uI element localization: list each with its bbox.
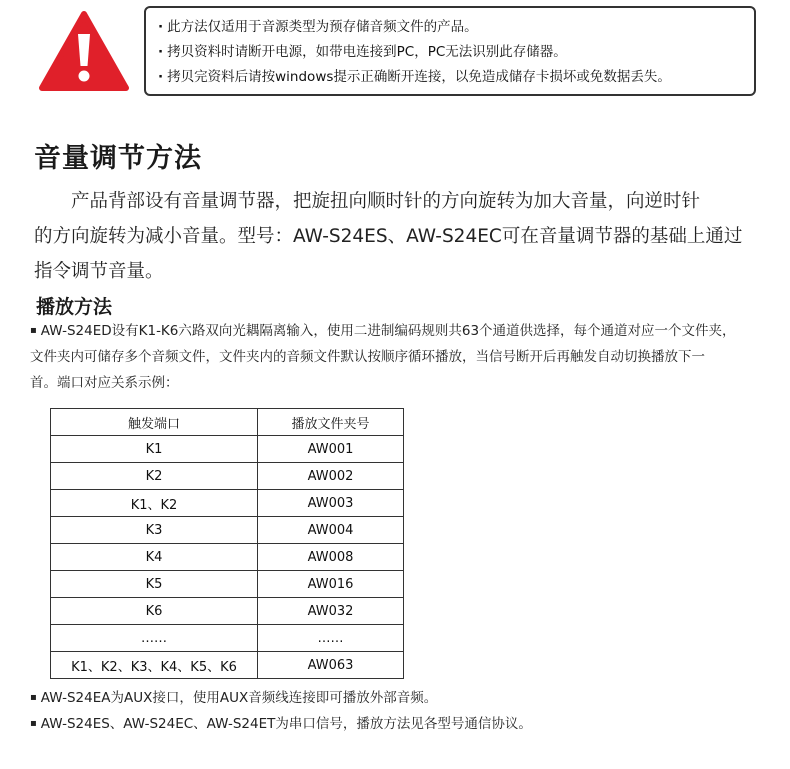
- port-mapping-table: [50, 408, 404, 679]
- volume-paragraph: [34, 184, 764, 289]
- table-row: [51, 571, 404, 598]
- port-cell: K1: [51, 436, 258, 463]
- table-row: [51, 544, 404, 571]
- folder-cell: AW004: [258, 517, 404, 544]
- port-cell: K1、K2: [51, 490, 258, 517]
- port-cell: K5: [51, 571, 258, 598]
- table-header-row: [51, 409, 404, 436]
- playback-intro-line: 首。端口对应关系示例：: [30, 375, 179, 391]
- port-cell: K3: [51, 517, 258, 544]
- table-row: [51, 517, 404, 544]
- playback-intro-line: 文件夹内可储存多个音频文件，文件夹内的音频文件默认按顺序循环播放，当信号断开后再触发自动切换播放下一: [30, 349, 705, 365]
- playback-intro-line: ▪ AW-S24ED设有K1-K6六路双向光耦隔离输入，使用二进制编码规则共63个通道供选择，每个通道对应一个文件夹，: [30, 318, 770, 344]
- folder-cell: AW002: [258, 463, 404, 490]
- warning-line: · 拷贝完资料后请按windows提示正确断开连接，以免造成储存卡损坏或免数据丢失。: [158, 65, 742, 90]
- volume-paragraph-line: 产品背部设有音量调节器，把旋扭向顺时针的方向旋转为加大音量，向逆时针: [34, 191, 701, 212]
- table-row: [51, 463, 404, 490]
- folder-cell: AW008: [258, 544, 404, 571]
- volume-paragraph-line: 指令调节音量。: [34, 261, 164, 282]
- table-row: [51, 625, 404, 652]
- port-cell: K2: [51, 463, 258, 490]
- table-row: [51, 652, 404, 679]
- folder-cell: AW032: [258, 598, 404, 625]
- header-trigger-port: 触发端口: [51, 409, 258, 436]
- folder-cell: AW063: [258, 652, 404, 679]
- warning-line: · 拷贝资料时请断开电源，如带电连接到PC，PC无法识别此存储器。: [158, 40, 742, 65]
- volume-paragraph-line: 的方向旋转为减小音量。型号：AW-S24ES、AW-S24EC可在音量调节器的基础上通过: [34, 226, 743, 247]
- volume-section-title: 音量调节方法: [34, 143, 202, 174]
- folder-cell: AW003: [258, 490, 404, 517]
- folder-cell: ……: [258, 625, 404, 652]
- warning-notice-box: [144, 6, 756, 96]
- playback-intro: [30, 318, 770, 396]
- table-row: [51, 436, 404, 463]
- playback-note: ▪ AW-S24EA为AUX接口，使用AUX音频线连接即可播放外部音频。: [30, 685, 770, 711]
- port-cell: K4: [51, 544, 258, 571]
- port-cell: ……: [51, 625, 258, 652]
- warning-triangle-icon: [38, 10, 130, 92]
- folder-cell: AW016: [258, 571, 404, 598]
- port-cell: K6: [51, 598, 258, 625]
- warning-line: · 此方法仅适用于音源类型为预存储音频文件的产品。: [158, 15, 742, 40]
- playback-section-title: 播放方法: [36, 296, 113, 318]
- table-row: [51, 490, 404, 517]
- table-row: [51, 598, 404, 625]
- folder-cell: AW001: [258, 436, 404, 463]
- header-folder-number: 播放文件夹号: [258, 409, 404, 436]
- port-cell: K1、K2、K3、K4、K5、K6: [51, 652, 258, 679]
- playback-note: ▪ AW-S24ES、AW-S24EC、AW-S24ET为串口信号，播放方法见各型号通信协议。: [30, 711, 770, 737]
- playback-notes: [30, 685, 770, 737]
